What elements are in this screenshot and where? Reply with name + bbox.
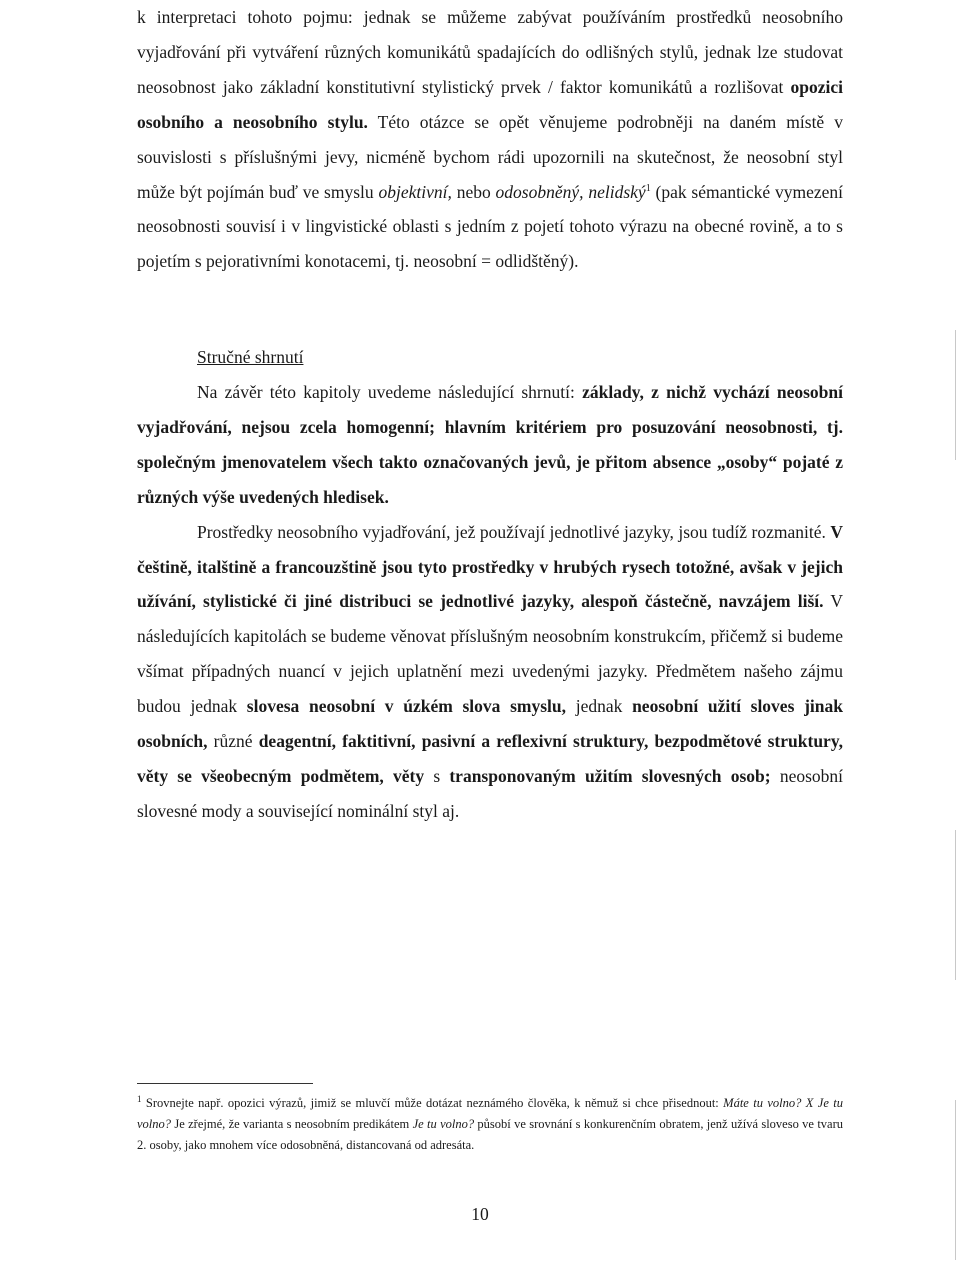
summary-p2-text-i: s — [424, 765, 450, 786]
scan-margin-line — [955, 330, 956, 460]
summary-p2-bold-j: transponovaným užitím slovesných osob; — [449, 765, 771, 786]
summary-paragraph-2 — [137, 515, 843, 829]
summary-paragraph-1 — [137, 375, 843, 515]
page-number: 10 — [471, 1204, 489, 1224]
scan-margin-line — [955, 1100, 956, 1260]
summary-p1-bold: základy, z nichž vychází neosobní vyjadřování, nejsou zcela homogenní; hlavním kritériem pro posuzování neosobnosti, tj. společným jmenovatelem všech takto označovaných jevů, je přitom absence „osoby“ pojaté z různých výše uvedených hledisek. — [137, 382, 843, 507]
summary-p2-bold-b: V češtině, italštině a francouzštině jsou tyto prostředky v hrubých rysech totožné, avšak v jejich užívání, stylistické či jiné distribuci se jednotlivé jazyky, alespoň částečně, navzájem liší. — [137, 521, 843, 612]
intro-bold-phrase: opozici osobního a neosobního stylu. — [137, 76, 843, 132]
footnote-text-1: Srovnejte např. opozici výrazů, jimiž se mluvčí může dotázat neznámého člověka, k němuž si chce přisednout: — [141, 1096, 724, 1110]
summary-p2-text-g: různé — [207, 731, 259, 752]
summary-p2-text-k: neosobní slovesné mody a související nominální styl aj. — [137, 765, 844, 821]
summary-p2-text-a: Prostředky neosobního vyjadřování, jež používají jednotlivé jazyky, jsou tudíž rozmanité. — [197, 521, 831, 542]
footnote — [137, 1093, 843, 1157]
footnote-reference: 1 — [645, 182, 651, 194]
summary-p2-bold-d: slovesa neosobní v úzkém slova smyslu, — [246, 696, 567, 717]
summary-p2-bold-h: deagentní, faktitivní, pasivní a reflexivní struktury, bezpodmětové struktury, věty se všeobecným podmětem, věty — [137, 731, 843, 786]
footnote-text-2: Je zřejmé, že varianta s neosobním predikátem — [171, 1117, 413, 1132]
intro-paragraph — [137, 0, 843, 279]
scan-margin-line — [955, 830, 956, 980]
intro-italic-term-2: odosobněný, nelidský — [495, 181, 646, 202]
summary-p2-text-c: V následujících kapitolách se budeme věnovat příslušným neosobním konstrukcím, přičemž si budeme všímat případných nuancí v jejich uplatnění mezi uvedenými jazyky. Předmětem našeho zájmu budou jednak — [137, 591, 843, 717]
footnote-divider — [137, 1083, 313, 1084]
intro-text-4: (pak sémantické vymezení neosobnosti souvisí i v lingvistické oblasti s jedním z pojetí tohoto výrazu na obecné rovině, a to s pojetím s pejorativními konotacemi, tj. neosobní = odlidštěný). — [137, 181, 843, 272]
intro-text-2: Této otázce se opět věnujeme podrobněji na daném místě v souvislosti s příslušnými jevy, nicméně bychom rádi upozornili na skutečnost, že neosobní styl může být pojímán buď ve smyslu — [137, 111, 843, 202]
footnote-italic-example-2: Je tu volno? — [412, 1117, 475, 1132]
footnote-number: 1 — [137, 1093, 142, 1104]
summary-p2-text-e: jednak — [566, 696, 633, 717]
intro-italic-term-1: objektivní, — [378, 181, 452, 202]
summary-p1-text: Na závěr této kapitoly uvedeme následující shrnutí: — [197, 382, 583, 402]
intro-text-1: k interpretaci tohoto pojmu: jednak se můžeme zabývat používáním prostředků neosobního vyjadřování při vytváření různých komunikátů spadajících do odlišných stylů, jednak lze studovat neosobnost jako základní konstitutivní stylistický prvek / faktor komunikátů a rozlišovat — [137, 7, 843, 97]
footnote-italic-example-1: Máte tu volno? X Je tu volno? — [137, 1096, 843, 1132]
intro-text-3: nebo — [451, 181, 496, 202]
footnote-text-3: působí ve srovnání s konkurenčním obratem, jenž užívá sloveso ve tvaru 2. osoby, jako mnohem více odosobněná, distancovaná od adresáta. — [137, 1117, 844, 1153]
summary-section — [137, 375, 843, 829]
section-heading: Stručné shrnutí — [197, 347, 304, 367]
summary-p2-bold-f: neosobní užití sloves jinak osobních, — [137, 696, 843, 752]
